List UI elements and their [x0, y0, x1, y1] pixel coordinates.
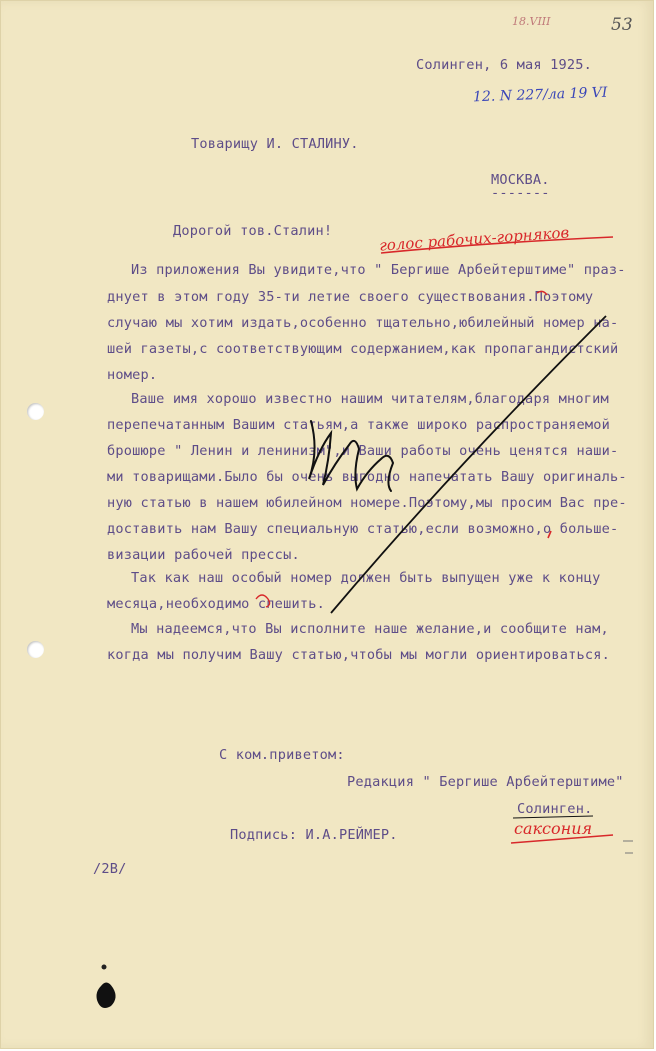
ink-scrawl [309, 421, 393, 491]
closing: С ком.приветом: [219, 747, 345, 763]
red-underline [381, 237, 613, 253]
body-line: ми товарищами.Было бы очень выгодно напечатать Вашу оригиналь- [107, 469, 627, 485]
city-underline: ------- [491, 185, 550, 201]
body-line: брошюре " Ленин и ленинизм",и Ваши работы очень ценятся наши- [107, 443, 619, 459]
margin-note-red: голос рабочих-горняков [378, 223, 570, 255]
ink-underline [513, 816, 593, 818]
body-line: номер. [107, 367, 158, 383]
body-line: доставить нам Вашу специальную статью,если возможно,о больше- [107, 521, 619, 537]
body-line: Мы надеемся,что Вы исполните наше желание,и сообщите нам, [131, 621, 609, 637]
body-line: Из приложения Вы увидите,что " Бергише Арбейтерштиме" праз- [131, 262, 626, 278]
ink-blot [97, 982, 116, 1008]
sender-region-red: саксония [514, 819, 593, 838]
red-underline [511, 835, 613, 843]
signature-line: Подпись: И.А.РЕЙМЕР. [230, 827, 398, 843]
body-line: днует в этом году 35-ти летие своего существования.Поэтому [107, 289, 594, 305]
body-line: шей газеты,с соответствующим содержанием,как пропагандистский [107, 341, 619, 357]
sender-city: Солинген. [517, 801, 593, 817]
archive-page-number: 53 [611, 15, 633, 35]
handwritten-marks [1, 1, 653, 1048]
red-correction-mark [537, 291, 547, 295]
city: МОСКВА. [491, 172, 550, 188]
registration-note: 12. N 227/ла 19 VI [472, 84, 608, 106]
sender: Редакция " Бергише Арбейтерштиме" [347, 774, 624, 790]
ink-blot [102, 965, 107, 970]
place-date: Солинген, 6 мая 1925. [416, 57, 593, 73]
red-comma-mark [548, 531, 551, 538]
body-line: месяца,необходимо спешить. [107, 596, 325, 612]
body-line: когда мы получим Вашу статью,чтобы мы могли ориентироваться. [107, 647, 611, 663]
reference-code: /2В/ [93, 861, 127, 877]
ink-diagonal-line [331, 316, 606, 613]
body-line: Так как наш особый номер должен быть выпущен уже к концу [131, 570, 601, 586]
body-line: ную статью в нашем юбилейном номере.Поэтому,мы просим Вас пре- [107, 495, 627, 511]
body-line: случаю мы хотим издать,особенно тщательно,юбилейный номер на- [107, 315, 619, 331]
body-line: перепечатанным Вашим статьям,а также широко распространяемой [107, 417, 611, 433]
archive-pencil-note: 18.VIII [512, 15, 551, 28]
addressee: Товарищу И. СТАЛИНУ. [191, 136, 359, 152]
salutation: Дорогой тов.Сталин! [173, 223, 333, 239]
red-correction-mark [256, 595, 270, 607]
body-line: Ваше имя хорошо известно нашим читателям,благодаря многим [131, 391, 609, 407]
body-line: визации рабочей прессы. [107, 547, 300, 563]
pencil-mark [623, 841, 633, 853]
